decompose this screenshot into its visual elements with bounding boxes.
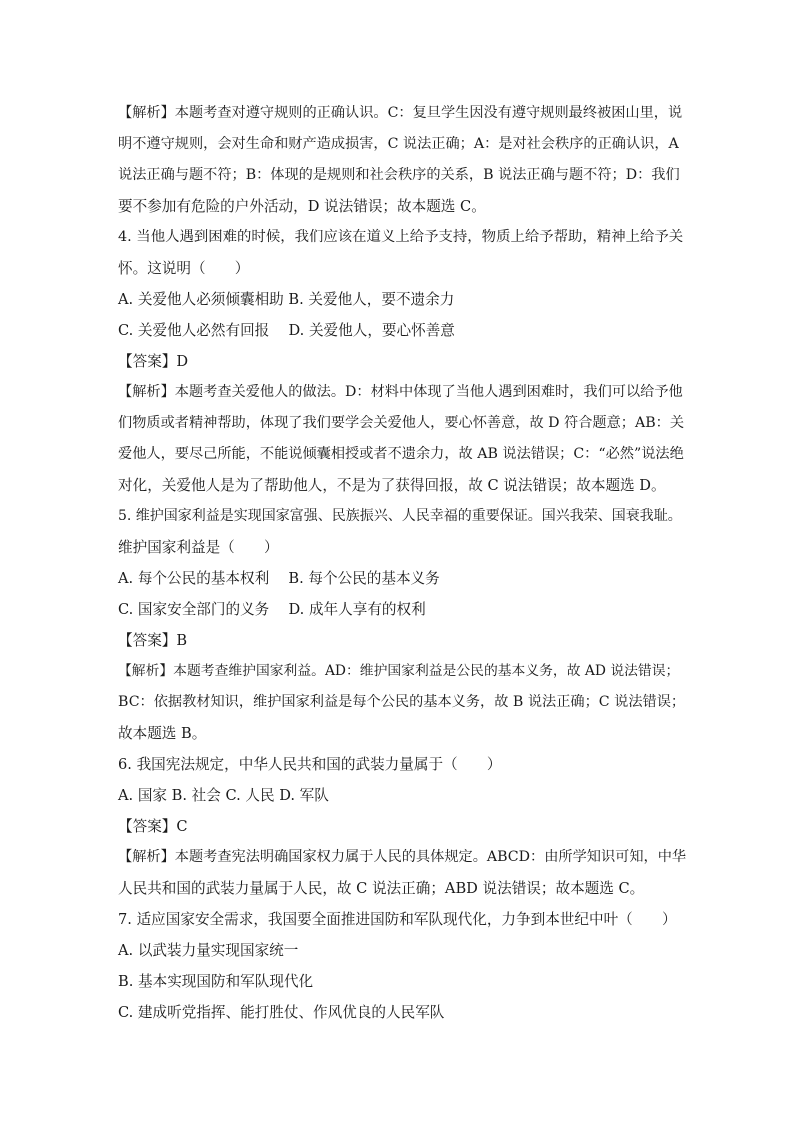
analysis-q4-line-4: 对化，关爱他人是为了帮助他人，不是为了获得回报，故 C 说法错误；故本题选 D。 — [118, 477, 666, 494]
question-5-options-ab: A. 每个公民的基本权利 B. 每个公民的基本义务 — [118, 570, 440, 587]
analysis-q6-line-2: 人民共和国的武装力量属于人民，故 C 说法正确；ABD 说法错误；故本题选 C。 — [118, 880, 645, 897]
document-page — [118, 98, 686, 1028]
analysis-q5-line-3: 故本题选 B。 — [118, 725, 207, 742]
analysis-q3-line-2: 明不遵守规则，会对生命和财产造成损害，C 说法正确；A：是对社会秩序的正确认识，A — [118, 136, 679, 152]
question-7-option-c: C. 建成听党指挥、能打胜仗、作风优良的人民军队 — [118, 1004, 445, 1021]
analysis-q5-line-2: BC：依据教材知识，维护国家利益是每个公民的基本义务，故 B 说法正确；C 说法错误； — [118, 694, 686, 710]
question-6: 6. 我国宪法规定，中华人民共和国的武装力量属于（ ） — [118, 756, 502, 773]
analysis-q5-line-1: 【解析】本题考查维护国家利益。AD：维护国家利益是公民的基本义务，故 AD 说法错误； — [118, 663, 680, 679]
analysis-q3-line-3: 说法正确与题不符；B：体现的是规则和社会秩序的关系，B 说法正确与题不符；D：我们 — [118, 167, 680, 183]
question-4-options-cd: C. 关爱他人必然有回报 D. 关爱他人，要心怀善意 — [118, 322, 455, 339]
answer-q4: 【答案】D — [118, 353, 189, 370]
question-6-options: A. 国家 B. 社会 C. 人民 D. 军队 — [118, 787, 329, 804]
analysis-q6-line-1: 【解析】本题考查宪法明确国家权力属于人民的具体规定。ABCD：由所学知识可知，中华 — [118, 849, 687, 865]
question-4-options-ab: A. 关爱他人必须倾囊相助 B. 关爱他人，要不遗余力 — [118, 291, 455, 308]
analysis-q3-line-1: 【解析】本题考查对遵守规则的正确认识。C：复旦学生因没有遵守规则最终被困山里，说 — [118, 105, 683, 121]
question-5-options-cd: C. 国家安全部门的义务 D. 成年人享有的权利 — [118, 601, 426, 618]
question-4-line-1: 4. 当他人遇到困难的时候，我们应该在道义上给予支持，物质上给予帮助，精神上给予关 — [118, 229, 684, 245]
question-7-option-a: A. 以武装力量实现国家统一 — [118, 942, 299, 959]
question-5-line-1: 5. 维护国家利益是实现国家富强、民族振兴、人民幸福的重要保证。国兴我荣、国衰我耻。 — [118, 508, 682, 524]
analysis-q4-line-1: 【解析】本题考查关爱他人的做法。D：材料中体现了当他人遇到困难时，我们可以给予他 — [118, 384, 683, 400]
answer-q5: 【答案】B — [118, 632, 188, 649]
question-4-line-2: 怀。这说明（ ） — [118, 260, 250, 277]
analysis-q4-line-3: 爱他人，要尽己所能，不能说倾囊相授或者不遗余力，故 AB 说法错误；C：“必然”说法绝 — [118, 446, 684, 462]
analysis-q3-line-4: 要不参加有危险的户外活动，D 说法错误；故本题选 C。 — [118, 198, 486, 215]
question-5-line-2: 维护国家利益是（ ） — [118, 539, 279, 556]
question-7: 7. 适应国家安全需求，我国要全面推进国防和军队现代化，力争到本世纪中叶（ ） — [118, 911, 677, 928]
analysis-q4-line-2: 们物质或者精神帮助，体现了我们要学会关爱他人，要心怀善意，故 D 符合题意；AB：关 — [118, 415, 685, 431]
question-7-option-b: B. 基本实现国防和军队现代化 — [118, 973, 314, 990]
answer-q6: 【答案】C — [118, 818, 188, 835]
